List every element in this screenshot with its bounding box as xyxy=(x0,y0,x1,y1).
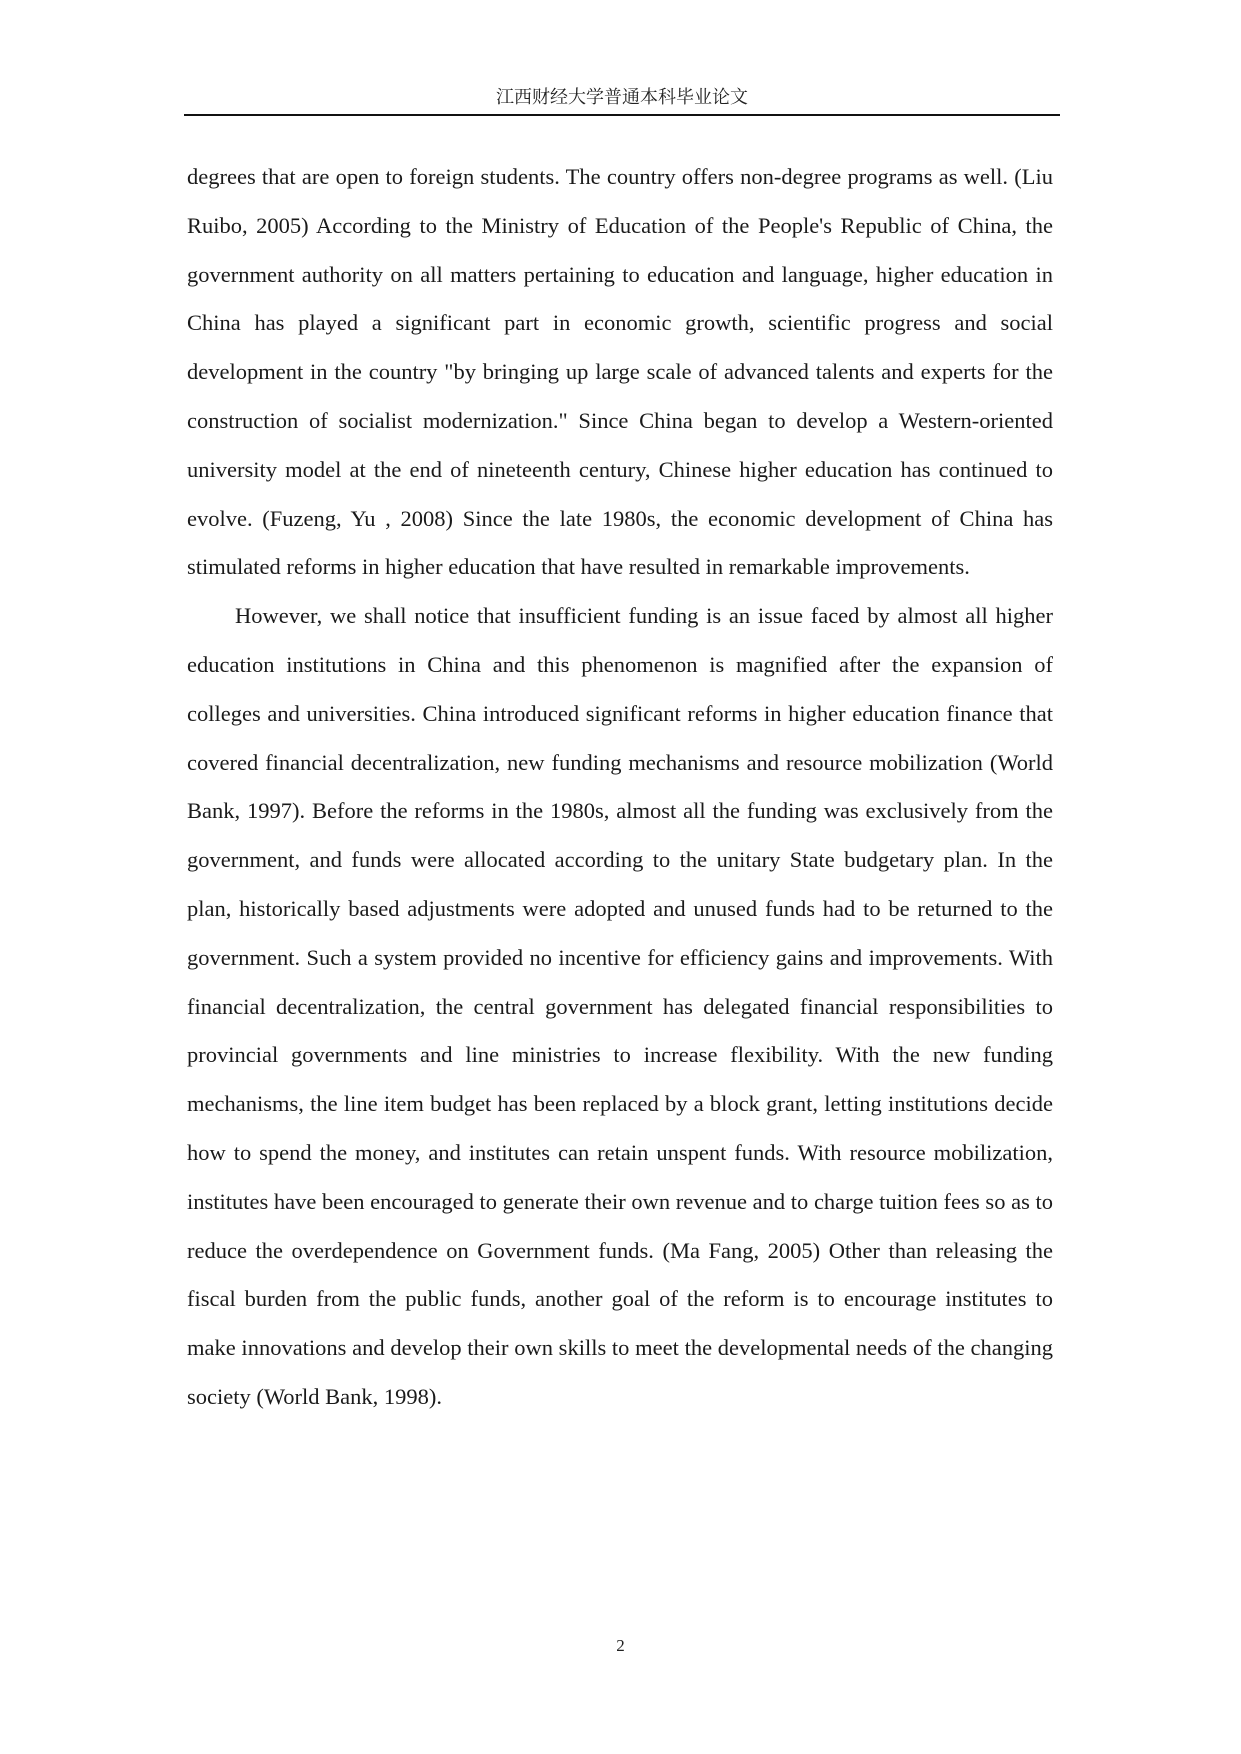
header-divider xyxy=(184,114,1060,116)
body-text xyxy=(187,153,1053,1422)
page-number: 2 xyxy=(616,1636,625,1655)
paragraph-continued: degrees that are open to foreign students. The country offers non-degree programs as well. (Liu Ruibo, 2005) According to the Ministry of Education of the People's Republic of China, the government authority on all matters pertaining to education and language, higher education in China has played a significant part in economic growth, scientific progress and social development in the country "by bringing up large scale of advanced talents and experts for the construction of socialist modernization." Since China began to develop a Western-oriented university model at the end of nineteenth century, Chinese higher education has continued to evolve. (Fuzeng, Yu , 2008) Since the late 1980s, the economic development of China has stimulated reforms in higher education that have resulted in remarkable improvements. xyxy=(187,164,1053,580)
running-header: 江西财经大学普通本科毕业论文 xyxy=(496,87,748,107)
paragraph-funding-reforms: However, we shall notice that insufficient funding is an issue faced by almost all higher education institutions in China and this phenomenon is magnified after the expansion of colleges and universities. China introduced significant reforms in higher education finance that covered financial decentralization, new funding mechanisms and resource mobilization (World Bank, 1997). Before the reforms in the 1980s, almost all the funding was exclusively from the government, and funds were allocated according to the unitary State budgetary plan. In the plan, historically based adjustments were adopted and unused funds had to be returned to the government. Such a system provided no incentive for efficiency gains and improvements. With financial decentralization, the central government has delegated financial responsibilities to provincial governments and line ministries to increase flexibility. With the new funding mechanisms, the line item budget has been replaced by a block grant, letting institutions decide how to spend the money, and institutes can retain unspent funds. With resource mobilization, institutes have been encouraged to generate their own revenue and to charge tuition fees so as to reduce the overdependence on Government funds. (Ma Fang, 2005) Other than releasing the fiscal burden from the public funds, another goal of the reform is to encourage institutes to make innovations and develop their own skills to meet the developmental needs of the changing society (World Bank, 1998). xyxy=(187,603,1053,1409)
